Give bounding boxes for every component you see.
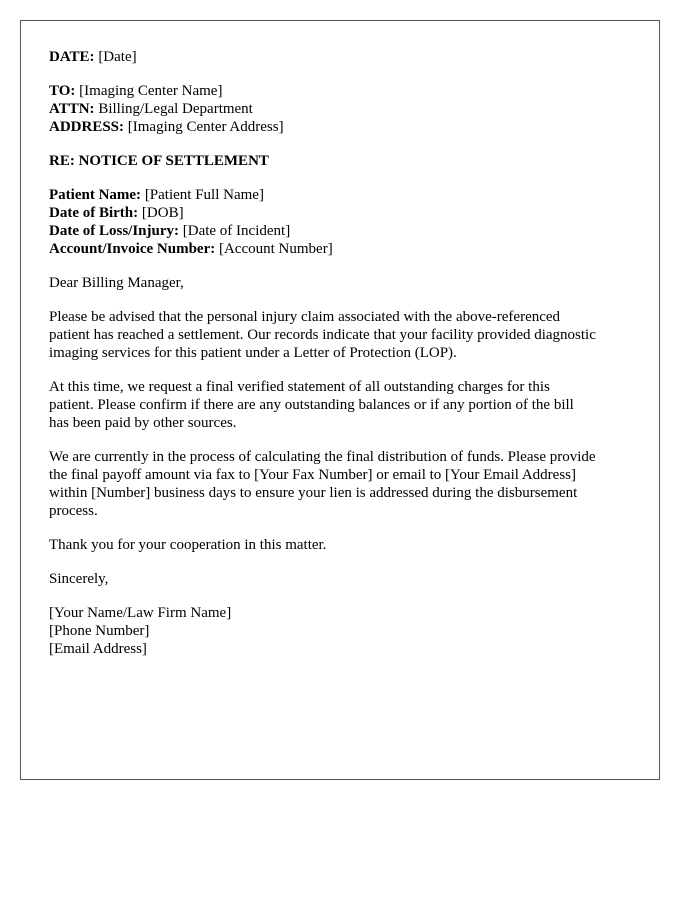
account-number-label: Account/Invoice Number:: [49, 241, 216, 257]
salutation-block: [49, 274, 639, 292]
loss-date-line: [49, 222, 639, 240]
subject-block: [49, 152, 639, 170]
dob-value: [DOB]: [138, 205, 184, 221]
attn-label: ATTN:: [49, 101, 95, 117]
paragraph-line: within [Number] business days to ensure your lien is addressed during the disbursement: [49, 485, 578, 501]
loss-date-value: [Date of Incident]: [179, 223, 291, 239]
patient-block: [49, 186, 639, 258]
signature-name: [Your Name/Law Firm Name]: [49, 605, 232, 621]
paragraph-line: the final payoff amount via fax to [Your Fax Number] or email to [Your Email Address]: [49, 467, 576, 483]
date-line: [49, 48, 639, 66]
paragraph-line: has been paid by other sources.: [49, 415, 237, 431]
paragraph-line: process.: [49, 503, 98, 519]
paragraph-line: patient has reached a settlement. Our records indicate that your facility provided diagnostic: [49, 327, 596, 343]
address-line: [49, 118, 639, 136]
thanks-line: Thank you for your cooperation in this matter.: [49, 537, 327, 553]
closing-block: [49, 570, 639, 588]
paragraph-line: patient. Please confirm if there are any outstanding balances or if any portion of the bill: [49, 397, 574, 413]
to-line: [49, 82, 639, 100]
salutation: Dear Billing Manager,: [49, 275, 184, 291]
dob-label: Date of Birth:: [49, 205, 139, 221]
paragraph-settlement: [49, 308, 639, 362]
paragraph-line: imaging services for this patient under a Letter of Protection (LOP).: [49, 345, 457, 361]
date-label: DATE:: [49, 49, 95, 65]
address-label: ADDRESS:: [49, 119, 125, 135]
subject-line: RE: NOTICE OF SETTLEMENT: [49, 153, 269, 169]
date-block: [49, 48, 639, 66]
attn-value: Billing/Legal Department: [94, 101, 253, 117]
letter-body: [49, 48, 639, 674]
signature-phone: [Phone Number]: [49, 623, 150, 639]
paragraph-line: We are currently in the process of calculating the final distribution of funds. Please provide: [49, 449, 596, 465]
paragraph-line: Please be advised that the personal injury claim associated with the above-referenced: [49, 309, 561, 325]
account-number-value: [Account Number]: [215, 241, 333, 257]
attn-line: [49, 100, 639, 118]
signature-block: [49, 604, 639, 658]
paragraph-statement-request: [49, 378, 639, 432]
thanks-block: [49, 536, 639, 554]
dob-line: [49, 204, 639, 222]
paragraph-line: At this time, we request a final verified statement of all outstanding charges for this: [49, 379, 550, 395]
recipient-block: [49, 82, 639, 136]
address-value: [Imaging Center Address]: [124, 119, 284, 135]
patient-name-label: Patient Name:: [49, 187, 142, 203]
paragraph-payoff-request: [49, 448, 639, 520]
loss-date-label: Date of Loss/Injury:: [49, 223, 179, 239]
patient-name-line: [49, 186, 639, 204]
signature-email: [Email Address]: [49, 641, 147, 657]
patient-name-value: [Patient Full Name]: [141, 187, 264, 203]
closing-line: Sincerely,: [49, 571, 109, 587]
to-value: [Imaging Center Name]: [75, 83, 223, 99]
account-number-line: [49, 240, 639, 258]
date-value: [Date]: [94, 49, 137, 65]
to-label: TO:: [49, 83, 76, 99]
